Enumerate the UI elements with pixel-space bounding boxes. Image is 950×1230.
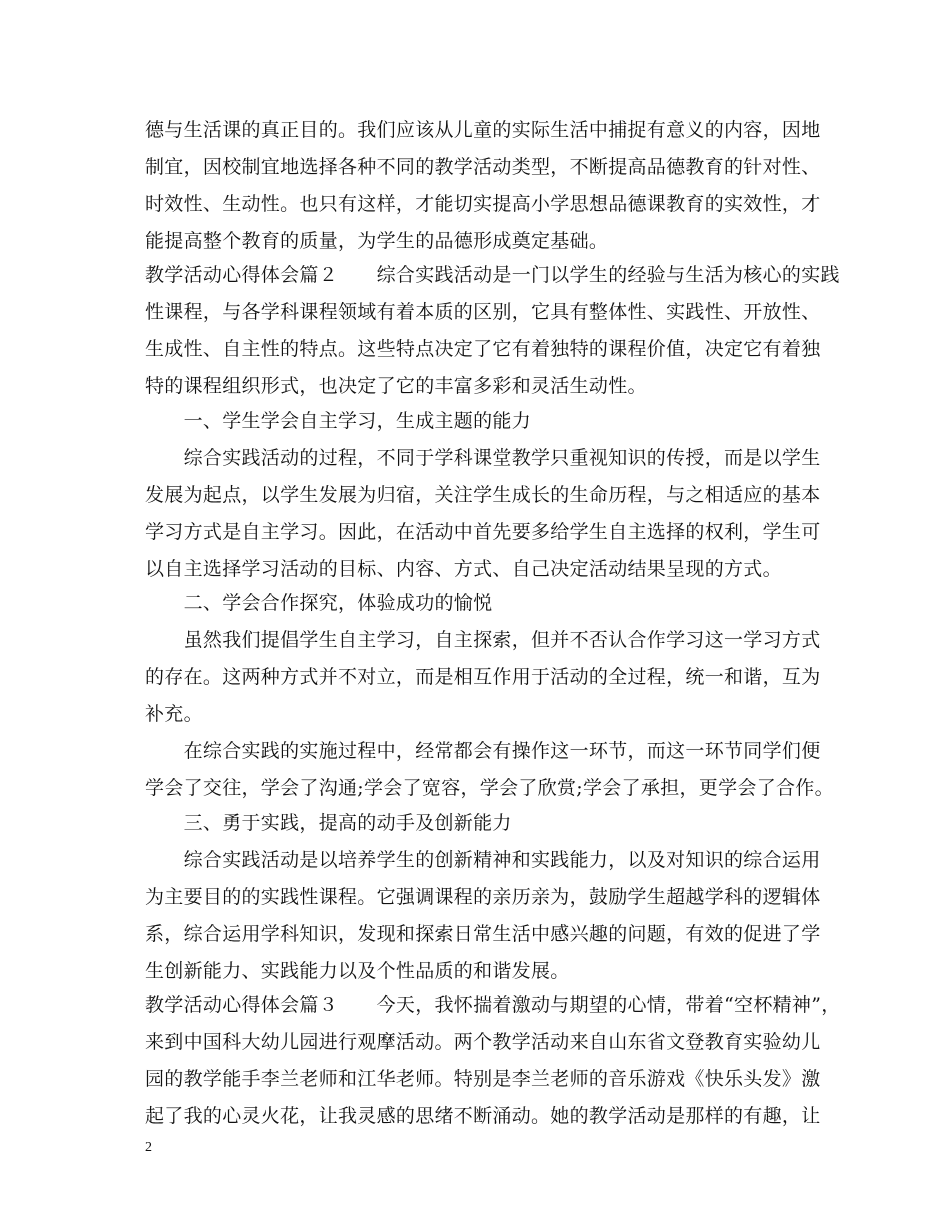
text-line: 系，综合运用学科知识，发现和探索日常生活中感兴趣的问题，有效的促进了学 — [145, 923, 821, 945]
text-line: 德与生活课的真正目的。我们应该从儿童的实际生活中捕捉有意义的内容，因地 — [145, 119, 821, 141]
text-line: 园的教学能手李兰老师和江华老师。特别是李兰老师的音乐游戏《快乐头发》激 — [145, 1068, 821, 1090]
text-line: 生创新能力、实践能力以及个性品质的和谐发展。 — [145, 960, 570, 982]
text-line: 时效性、生动性。也只有这样，才能切实提高小学思想品德课教育的实效性，才 — [145, 193, 821, 215]
text-line: 在综合实践的实施过程中，经常都会有操作这一环节，而这一环节同学们便 — [145, 740, 821, 762]
subheading-line: 一、学生学会自主学习，生成主题的能力 — [145, 410, 532, 432]
text-line: 特的课程组织形式，也决定了它的丰富多彩和灵活生动性。 — [145, 375, 647, 397]
text-line: 学会了交往，学会了沟通;学会了宽容，学会了欣赏;学会了承担，更学会了合作。 — [145, 777, 834, 799]
text-line: 起了我的心灵火花，让我灵感的思绪不断涌动。她的教学活动是那样的有趣，让 — [145, 1105, 821, 1127]
text-line: 来到中国科大幼儿园进行观摩活动。两个教学活动来自山东省文登教育实验幼儿 — [145, 1031, 821, 1053]
subheading-line: 二、学会合作探究，体验成功的愉悦 — [145, 592, 493, 614]
text-line: 生成性、自主性的特点。这些特点决定了它有着独特的课程价值，决定它有着独 — [145, 338, 821, 360]
text-line: 综合实践活动是以培养学生的创新精神和实践能力，以及对知识的综合运用 — [145, 849, 821, 871]
text-line: 发展为起点，以学生发展为归宿，关注学生成长的生命历程，与之相适应的基本 — [145, 484, 821, 506]
section-heading-line: 教学活动心得体会篇３ 今天，我怀揣着激动与期望的心情，带着“空杯精神”， — [145, 994, 841, 1016]
text-line: 能提高整个教育的质量，为学生的品德形成奠定基础。 — [145, 230, 609, 252]
text-line: 以自主选择学习活动的目标、内容、方式、自己决定活动结果呈现的方式。 — [145, 558, 782, 580]
subheading-line: 三、勇于实践，提高的动手及创新能力 — [145, 812, 512, 834]
text-line: 性课程，与各学科课程领域有着本质的区别，它具有整体性、实践性、开放性、 — [145, 301, 821, 323]
text-line: 制宜，因校制宜地选择各种不同的教学活动类型，不断提高品德教育的针对性、 — [145, 156, 821, 178]
text-line: 虽然我们提倡学生自主学习，自主探索，但并不否认合作学习这一学习方式 — [145, 629, 821, 651]
text-line: 综合实践活动的过程，不同于学科课堂教学只重视知识的传授，而是以学生 — [145, 447, 821, 469]
text-line: 补充。 — [145, 703, 203, 725]
text-line: 学习方式是自主学习。因此，在活动中首先要多给学生自主选择的权利，学生可 — [145, 521, 821, 543]
text-line: 为主要目的的实践性课程。它强调课程的亲历亲为，鼓励学生超越学科的逻辑体 — [145, 886, 821, 908]
section-heading-line: 教学活动心得体会篇２ 综合实践活动是一门以学生的经验与生活为核心的实践 — [145, 264, 840, 286]
text-line: 的存在。这两种方式并不对立，而是相互作用于活动的全过程，统一和谐，互为 — [145, 666, 821, 688]
page-number: 2 — [145, 1140, 152, 1155]
